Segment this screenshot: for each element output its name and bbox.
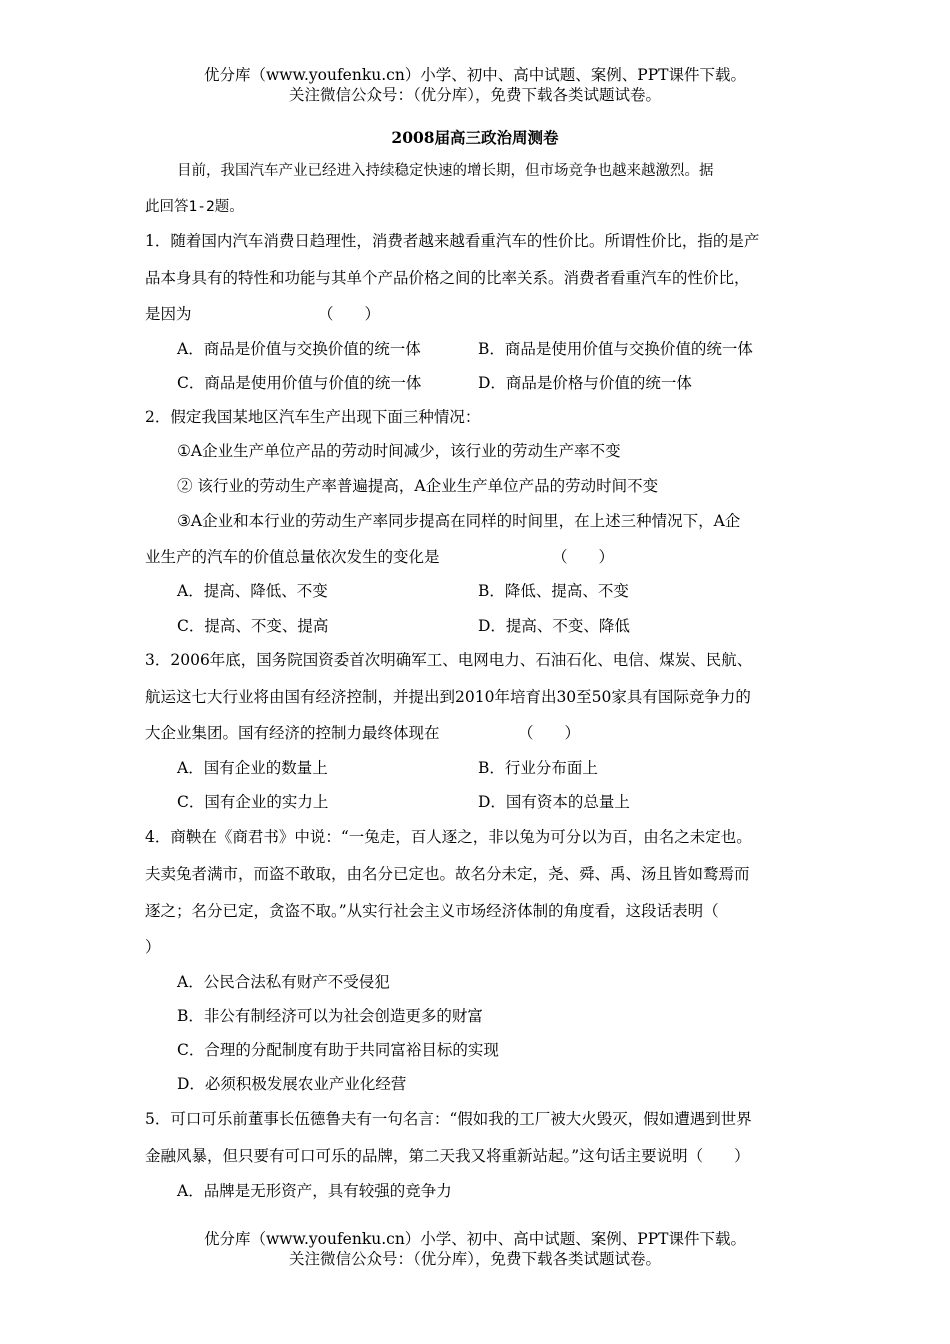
q1-line-2: 品本身具有的特性和功能与其单个产品价格之间的比率关系。消费者看重汽车的性价比， xyxy=(145,269,750,287)
intro-line-2: 此回答1-2题。 xyxy=(145,199,244,215)
intro-line-1: 目前，我国汽车产业已经进入持续稳定快速的增长期，但市场竞争也越来越激烈。据 xyxy=(177,163,714,179)
q2-item-2: ② 该行业的劳动生产率普遍提高，A企业生产单位产品的劳动时间不变 xyxy=(177,477,659,495)
footer-line-1: 优分库（www.youfenku.cn）小学、初中、高中试题、案例、PPT课件下载。 xyxy=(203,1230,747,1248)
q3-option-c: C．国有企业的实力上 xyxy=(177,793,329,811)
q1-option-d: D．商品是价格与价值的统一体 xyxy=(478,374,692,392)
q3-line-3: 大企业集团。国有经济的控制力最终体现在 xyxy=(145,724,440,742)
q2-option-c: C．提高、不变、提高 xyxy=(177,617,329,635)
q3-line-1: 3．2006年底，国务院国资委首次明确军工、电网电力、石油石化、电信、煤炭、民航、 xyxy=(145,651,753,669)
q1-option-b: B．商品是使用价值与交换价值的统一体 xyxy=(478,340,753,358)
q5-line-2: 金融风暴，但只要有可口可乐的品牌，第二天我又将重新站起。”这句话主要说明（ ） xyxy=(145,1147,750,1165)
q4-line-3: 逐之；名分已定，贪盗不取。”从实行社会主义市场经济体制的角度看，这段话表明（ xyxy=(145,902,719,920)
q1-answer-bracket: （ ） xyxy=(318,305,381,323)
q2-item-3: ③A企业和本行业的劳动生产率同步提高在同样的时间里，在上述三种情况下，A企 xyxy=(177,512,741,530)
q3-option-d: D．国有资本的总量上 xyxy=(478,793,630,811)
header-line-2: 关注微信公众号：（优分库），免费下载各类试题试卷。 xyxy=(288,86,661,104)
q2-answer-bracket: （ ） xyxy=(552,548,615,566)
q2-item-1: ①A企业生产单位产品的劳动时间减少，该行业的劳动生产率不变 xyxy=(177,442,621,460)
q2-option-a: A．提高、降低、不变 xyxy=(177,582,328,600)
q2-option-b: B．降低、提高、不变 xyxy=(478,582,629,600)
q2-line-1: 2．假定我国某地区汽车生产出现下面三种情况： xyxy=(145,408,481,426)
q4-line-4: ） xyxy=(145,938,161,956)
q5-line-1: 5．可口可乐前董事长伍德鲁夫有一句名言：“假如我的工厂被大火毁灭，假如遭遇到世界 xyxy=(145,1110,752,1128)
header-line-1: 优分库（www.youfenku.cn）小学、初中、高中试题、案例、PPT课件下载。 xyxy=(203,66,747,84)
q4-line-1: 4．商鞅在《商君书》中说：“一兔走，百人逐之，非以兔为可分以为百，由名之未定也。 xyxy=(145,828,752,846)
q4-line-2: 夫卖兔者满市，而盗不敢取，由名分已定也。故名分未定，尧、舜、禹、汤且皆如鹜焉而 xyxy=(145,865,750,883)
q1-line-1: 1．随着国内汽车消费日趋理性，消费者越来越看重汽车的性价比。所谓性价比，指的是产 xyxy=(145,232,760,250)
q3-line-2: 航运这七大行业将由国有经济控制，并提出到2010年培育出30至50家具有国际竞争力的 xyxy=(145,688,751,706)
q1-line-3: 是因为 xyxy=(145,305,192,323)
q2-line-5: 业生产的汽车的价值总量依次发生的变化是 xyxy=(145,548,440,566)
q4-option-a: A．公民合法私有财产不受侵犯 xyxy=(177,973,390,991)
q2-option-d: D．提高、不变、降低 xyxy=(478,617,630,635)
q3-answer-bracket: （ ） xyxy=(518,724,581,742)
q5-option-a: A．品牌是无形资产，具有较强的竞争力 xyxy=(177,1182,452,1200)
q1-option-c: C．商品是使用价值与价值的统一体 xyxy=(177,374,422,392)
footer-line-2: 关注微信公众号：（优分库），免费下载各类试题试卷。 xyxy=(288,1250,661,1268)
q3-option-b: B．行业分布面上 xyxy=(478,759,598,777)
q4-option-b: B．非公有制经济可以为社会创造更多的财富 xyxy=(177,1007,483,1025)
q1-option-a: A．商品是价值与交换价值的统一体 xyxy=(177,340,421,358)
q4-option-d: D．必须积极发展农业产业化经营 xyxy=(177,1075,407,1093)
page-title: 2008届高三政治周测卷 xyxy=(391,128,559,147)
q4-option-c: C．合理的分配制度有助于共同富裕目标的实现 xyxy=(177,1041,499,1059)
q3-option-a: A．国有企业的数量上 xyxy=(177,759,328,777)
